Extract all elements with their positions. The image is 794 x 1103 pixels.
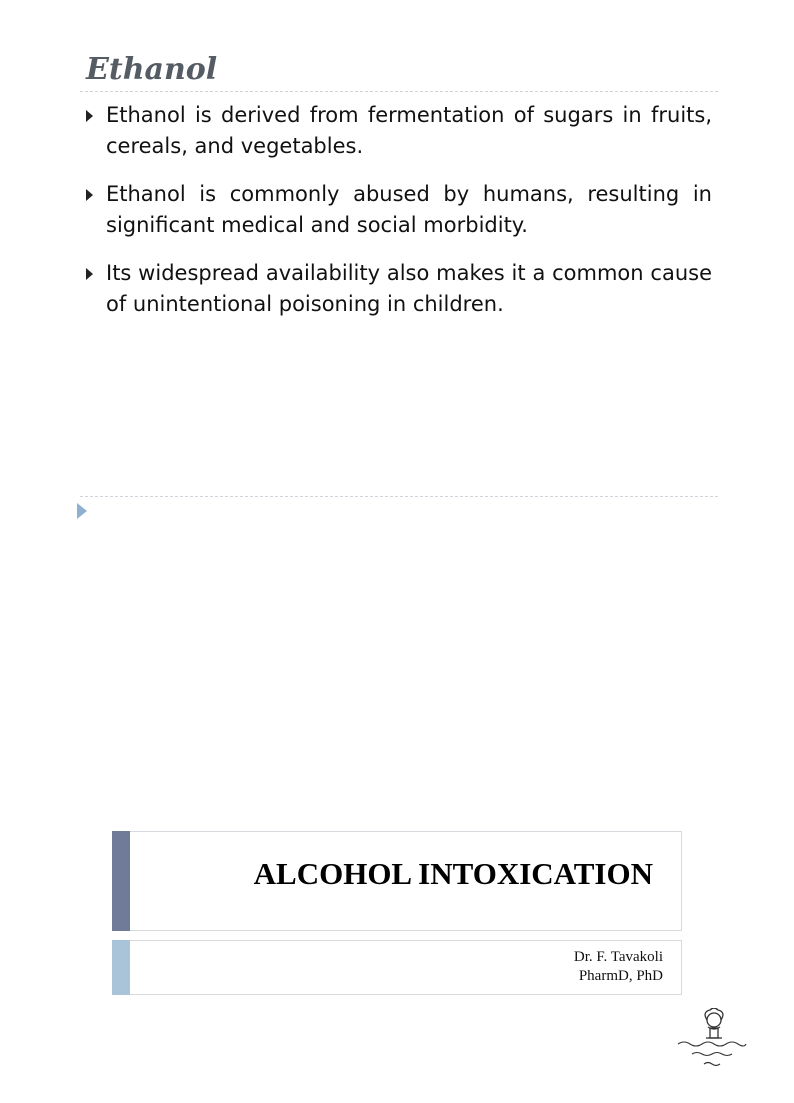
bullet-text: Ethanol is derived from fermentation of sugars in fruits, cereals, and vegetables. (106, 103, 712, 158)
author-info (574, 948, 663, 986)
bullet-arrow-icon (86, 189, 93, 201)
author-box (112, 940, 682, 995)
bullet-text: Ethanol is commonly abused by humans, resulting in significant medical and social morbidity. (106, 182, 712, 237)
bullet-text: Its widespread availability also makes it a common cause of unintentional poisoning in children. (106, 261, 712, 316)
cover-title-box (112, 831, 682, 931)
cover-title: ALCOHOL INTOXICATION (253, 856, 653, 891)
author-accent-bar (112, 940, 130, 995)
university-logo-icon (674, 1008, 750, 1070)
title-divider (80, 91, 718, 92)
title-accent-bar (112, 831, 130, 931)
slide-title: Ethanol (86, 52, 218, 87)
bullet-arrow-icon (86, 110, 93, 122)
bullet-arrow-icon (86, 268, 93, 280)
slide-bottom-divider (80, 496, 718, 497)
author-name: Dr. F. Tavakoli (573, 949, 663, 965)
bullet-item (86, 179, 712, 241)
bullet-list (86, 100, 712, 337)
bullet-item (86, 258, 712, 320)
page-marker-icon (77, 503, 87, 519)
author-degree: PharmD, PhD (578, 968, 663, 984)
bullet-item (86, 100, 712, 162)
